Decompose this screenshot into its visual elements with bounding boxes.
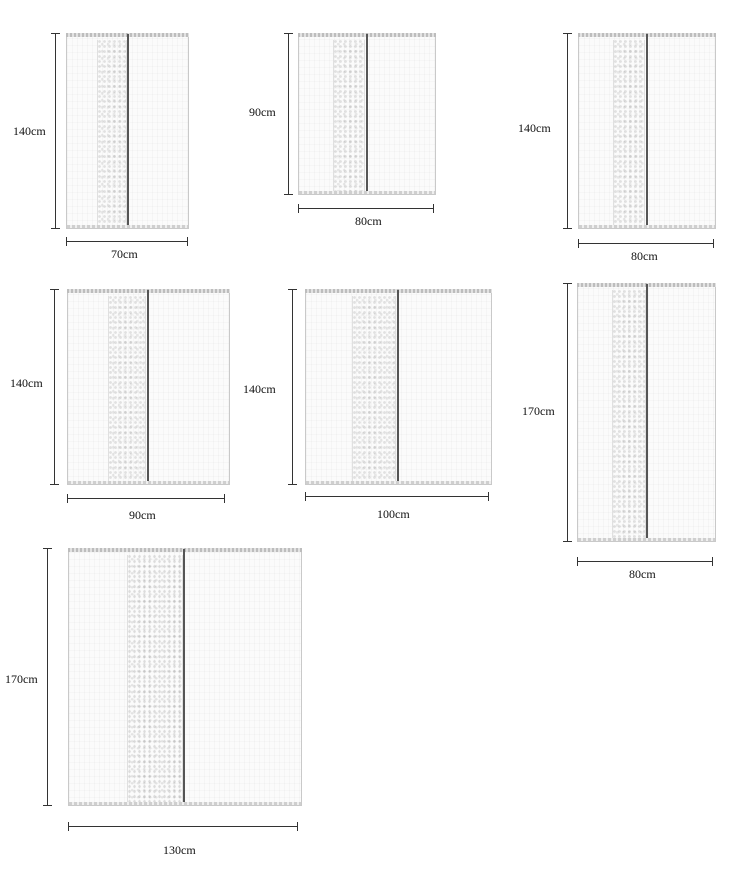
width-dimension-line — [66, 241, 188, 242]
lace-panel — [613, 40, 645, 228]
curtain-illustration — [298, 33, 436, 195]
width-label: 130cm — [163, 843, 196, 857]
lace-panel — [352, 296, 396, 484]
curtain-illustration — [305, 289, 492, 485]
width-label: 90cm — [129, 508, 156, 522]
curtain-illustration — [66, 33, 189, 229]
lace-panel — [108, 296, 146, 484]
height-dimension-line — [55, 33, 56, 229]
lace-panel — [127, 555, 183, 805]
height-label: 140cm — [243, 382, 276, 396]
curtain-hem — [578, 538, 715, 541]
width-label: 80cm — [355, 214, 382, 228]
height-dimension-line — [292, 289, 293, 485]
curtain-hem — [299, 191, 435, 194]
center-seam — [397, 290, 399, 484]
curtain-illustration — [577, 283, 716, 542]
lace-panel — [97, 40, 127, 228]
center-seam — [127, 34, 129, 228]
curtain-hem — [68, 481, 229, 484]
width-label: 100cm — [377, 507, 410, 521]
curtain-hem — [306, 481, 491, 484]
width-label: 80cm — [631, 249, 658, 263]
height-label: 140cm — [518, 121, 551, 135]
height-dimension-line — [54, 289, 55, 485]
width-dimension-line — [305, 496, 489, 497]
height-label: 170cm — [5, 672, 38, 686]
height-dimension-line — [288, 33, 289, 195]
center-seam — [646, 284, 648, 541]
width-label: 80cm — [629, 567, 656, 581]
height-label: 140cm — [13, 124, 46, 138]
curtain-illustration — [578, 33, 716, 229]
center-seam — [646, 34, 648, 228]
height-dimension-line — [567, 283, 568, 542]
curtain-hem — [579, 225, 715, 228]
width-dimension-line — [67, 498, 225, 499]
height-label: 90cm — [249, 105, 276, 119]
center-seam — [147, 290, 149, 484]
lace-panel — [333, 40, 365, 194]
height-dimension-line — [567, 33, 568, 229]
curtain-hem — [67, 225, 188, 228]
curtain-illustration — [67, 289, 230, 485]
width-dimension-line — [577, 561, 713, 562]
height-dimension-line — [47, 548, 48, 806]
lace-panel — [612, 290, 646, 541]
curtain-hem — [69, 802, 301, 805]
height-label: 140cm — [10, 376, 43, 390]
width-dimension-line — [68, 826, 298, 827]
curtain-illustration — [68, 548, 302, 806]
width-dimension-line — [298, 208, 434, 209]
height-label: 170cm — [522, 404, 555, 418]
center-seam — [183, 549, 185, 805]
width-dimension-line — [578, 243, 714, 244]
curtain-rod — [68, 548, 302, 552]
center-seam — [366, 34, 368, 194]
width-label: 70cm — [111, 247, 138, 261]
